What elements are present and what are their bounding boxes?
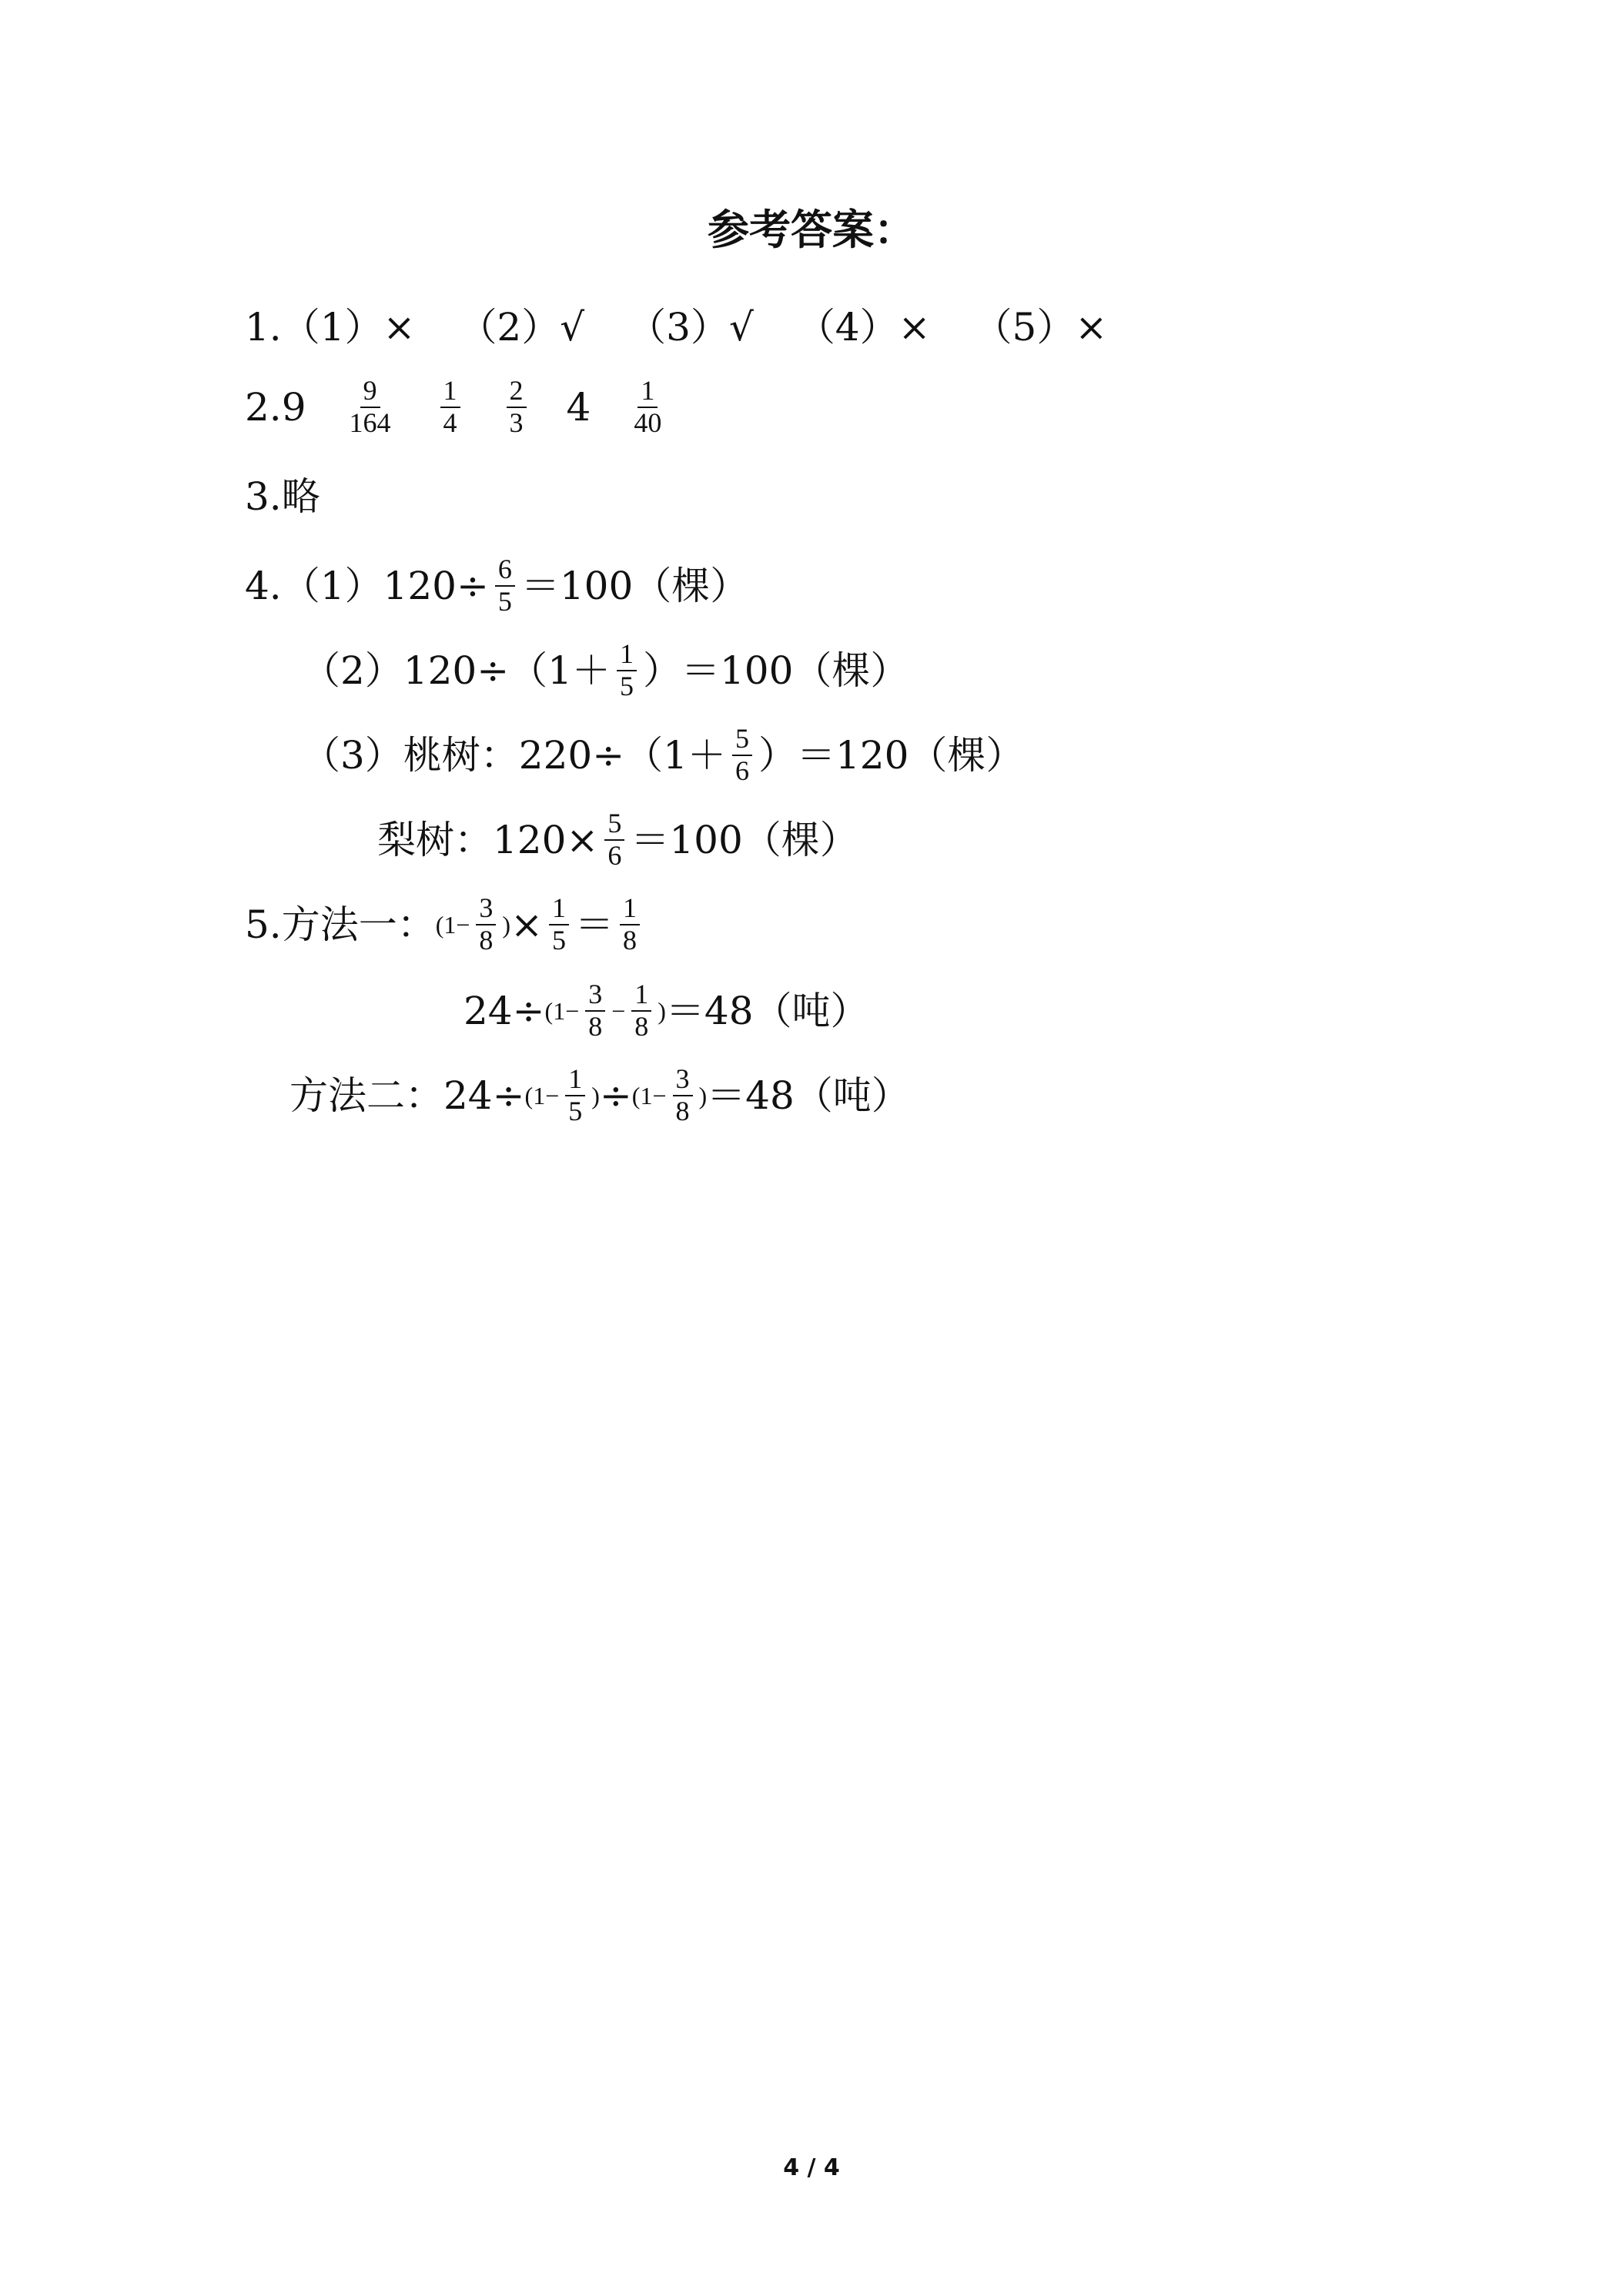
q5-l1-fraction-3: $\frac{1}{8}$ xyxy=(620,893,640,956)
q5-l1-fraction-1: $\frac{3}{8}$ xyxy=(476,893,496,956)
q5-l3-fraction-1: $\frac{1}{5}$ xyxy=(565,1064,585,1126)
q5-l3-paren-close-1: ) xyxy=(591,1081,600,1110)
q4-l4-pre: 梨树：120× xyxy=(377,817,599,862)
q4-l1-pre: 4.（1）120÷ xyxy=(245,563,489,608)
q5-l2-minus: − xyxy=(611,996,626,1025)
q4-l4-post: ＝100（棵） xyxy=(631,817,858,862)
q5-l2-fraction-1: $\frac{3}{8}$ xyxy=(585,979,605,1042)
q5-l1-equals: ＝ xyxy=(574,902,614,947)
answer-1 xyxy=(245,305,1108,350)
q1-item-4-num: （4） xyxy=(796,305,899,350)
q2-label: 2.9 xyxy=(245,384,306,430)
q5-l2-post: ＝48（吨） xyxy=(665,988,869,1033)
answer-2 xyxy=(245,376,671,438)
q5-l1-operator: × xyxy=(510,902,543,947)
q1-label: 1. xyxy=(245,305,282,350)
q5-l2-fraction-2: $\frac{1}{8}$ xyxy=(631,979,651,1042)
q5-l1-paren-close: ) xyxy=(502,910,511,939)
q1-item-5-num: （5） xyxy=(973,305,1076,350)
q5-l1-pre: 5.方法一： xyxy=(245,902,436,947)
answer-4-line-2 xyxy=(302,639,909,701)
q5-l3-pre: 方法二：24÷ xyxy=(289,1073,525,1118)
q5-l3-paren-open-2: (1− xyxy=(631,1081,667,1110)
q5-l3-post: ＝48（吨） xyxy=(707,1073,910,1118)
answer-4-line-3 xyxy=(302,724,1024,786)
q4-l1-post: ＝100（棵） xyxy=(520,563,749,608)
q5-l3-operator: ÷ xyxy=(599,1073,632,1118)
page-number: 4 / 4 xyxy=(783,2154,840,2181)
q1-item-3-num: （3） xyxy=(627,305,729,350)
q4-l3-pre: （3）桃树：220÷（1＋ xyxy=(302,732,726,778)
q5-l2-pre: 24÷ xyxy=(463,988,545,1033)
answer-4-line-4 xyxy=(377,808,858,871)
q5-l2-paren-open: (1− xyxy=(544,996,580,1025)
q1-item-2-mark: √ xyxy=(560,305,585,350)
q4-l1-fraction: $\frac{6}{5}$ xyxy=(495,554,515,617)
answer-3 xyxy=(245,474,320,519)
q2-fraction-4: $\frac{1}{40}$ xyxy=(634,375,662,438)
q4-l3-post: ）＝120（棵） xyxy=(758,732,1025,778)
q4-l3-fraction: $\frac{5}{6}$ xyxy=(732,724,752,786)
q2-fraction-2: $\frac{1}{4}$ xyxy=(440,376,460,438)
q1-item-1-mark: × xyxy=(383,305,416,350)
q2-fraction-1: $\frac{9}{164}$ xyxy=(349,375,391,438)
q5-l1-fraction-2: $\frac{1}{5}$ xyxy=(549,893,569,956)
page-title: 参考答案： xyxy=(708,206,915,254)
q1-item-2-num: （2） xyxy=(458,305,561,350)
q2-fraction-3: $\frac{2}{3}$ xyxy=(507,376,527,438)
q1-item-4-mark: × xyxy=(898,305,931,350)
answer-5-line-3 xyxy=(289,1064,910,1126)
answer-4-line-1 xyxy=(245,554,748,617)
q5-l3-paren-close-2: ) xyxy=(698,1081,708,1110)
q4-l4-fraction: $\frac{5}{6}$ xyxy=(604,808,624,871)
q5-l3-fraction-2: $\frac{3}{8}$ xyxy=(673,1064,693,1126)
q1-item-3-mark: √ xyxy=(728,305,754,350)
q1-item-5-mark: × xyxy=(1075,305,1108,350)
q1-item-1-num: （1） xyxy=(281,305,383,350)
q5-l3-paren-open-1: (1− xyxy=(524,1081,560,1110)
q4-l2-fraction: $\frac{1}{5}$ xyxy=(617,639,637,701)
answer-5-line-1 xyxy=(245,893,646,956)
answer-5-line-2 xyxy=(463,979,869,1042)
q2-four: 4 xyxy=(566,384,591,430)
q5-l2-paren-close: ) xyxy=(658,996,666,1025)
q4-l2-post: ）＝100（棵） xyxy=(642,648,909,693)
q3-text: 3.略 xyxy=(245,474,320,519)
q5-l1-paren-open: (1− xyxy=(435,910,470,939)
q4-l2-pre: （2）120÷（1＋ xyxy=(302,648,611,693)
